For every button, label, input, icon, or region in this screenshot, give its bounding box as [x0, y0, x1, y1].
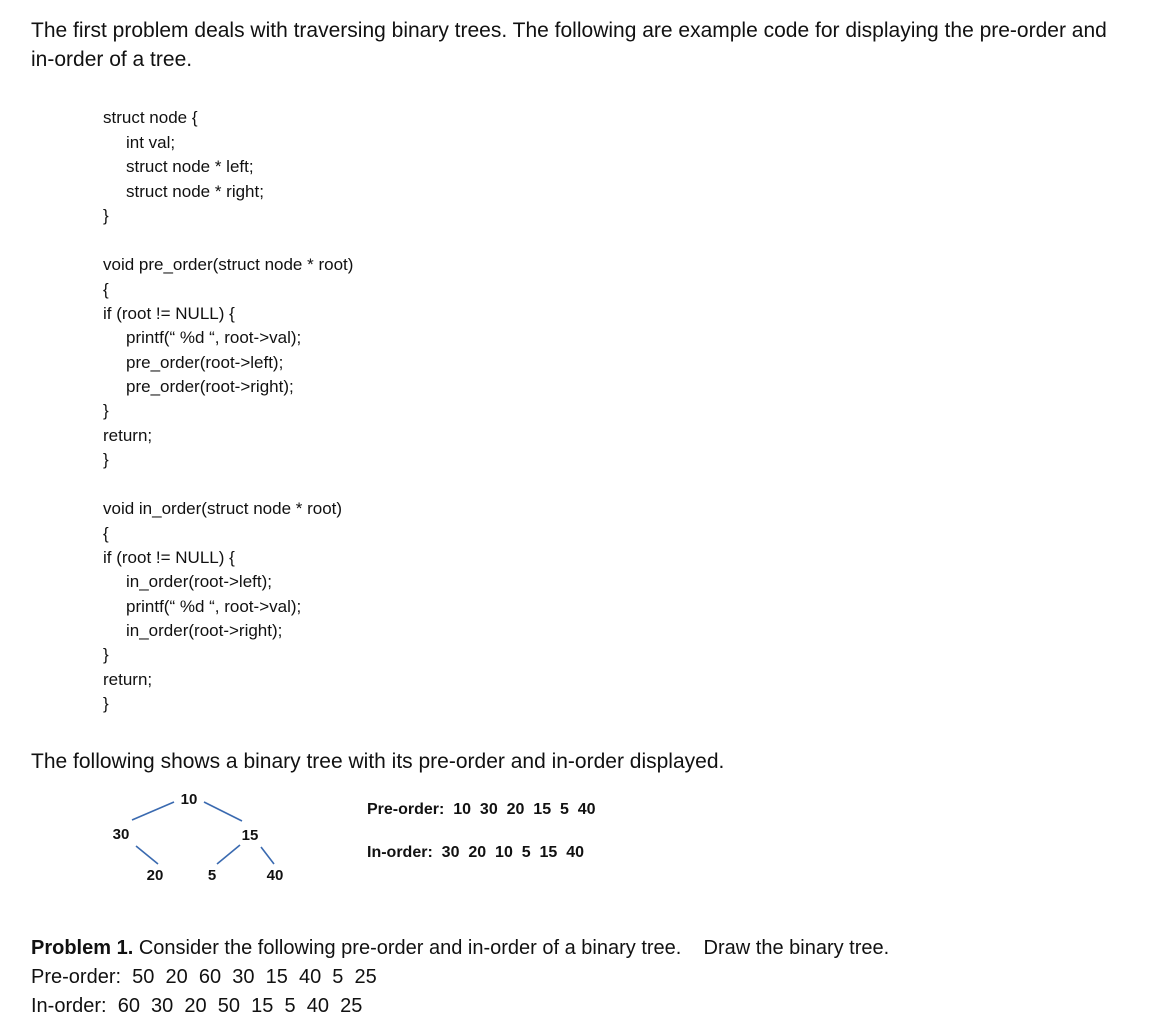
example-inorder: In-order: 30 20 10 5 15 40 — [367, 844, 584, 861]
code-line: printf(“ %d “, root->val); — [126, 597, 302, 616]
tree-node: 15 — [241, 827, 259, 844]
code-line: if (root != NULL) { — [103, 304, 235, 323]
problem-inorder: In-order: 60 30 20 50 15 5 40 25 — [31, 995, 363, 1017]
code-line: } — [103, 645, 109, 664]
tree-node: 20 — [146, 867, 164, 884]
code-line: pre_order(root->left); — [126, 353, 284, 372]
problem-title: Problem 1. — [31, 937, 134, 959]
code-line: } — [103, 450, 109, 469]
example-preorder: Pre-order: 10 30 20 15 5 40 — [367, 801, 596, 818]
tree-node: 40 — [266, 867, 284, 884]
tree-node: 10 — [180, 791, 198, 808]
tree-edge — [132, 802, 174, 820]
code-line: void in_order(struct node * root) — [103, 499, 343, 518]
tree-caption: The following shows a binary tree with its pre-order and in-order displayed. — [31, 750, 725, 773]
code-line: in_order(root->left); — [126, 572, 272, 591]
tree-edge — [204, 802, 242, 821]
code-line: } — [103, 694, 109, 713]
code-line: int val; — [126, 133, 176, 152]
tree-edge — [217, 845, 240, 864]
code-line: struct node * right; — [126, 182, 264, 201]
code-line: struct node * left; — [126, 157, 254, 176]
intro-paragraph: The first problem deals with traversing binary trees. The following are example code for displaying the pre-order and in-order of a tree. — [31, 19, 1107, 71]
code-line: { — [103, 280, 109, 299]
problem-1 — [31, 934, 889, 1021]
code-line: struct node { — [103, 108, 198, 127]
code-line: { — [103, 524, 109, 543]
code-line: } — [103, 401, 109, 420]
tree-node: 5 — [207, 867, 217, 884]
code-line: } — [103, 206, 109, 225]
problem-preorder: Pre-order: 50 20 60 30 15 40 5 25 — [31, 966, 377, 988]
code-line: in_order(root->right); — [126, 621, 283, 640]
code-line: return; — [103, 426, 153, 445]
code-line: printf(“ %d “, root->val); — [126, 328, 302, 347]
problem-text: Consider the following pre-order and in-order of a binary tree. Draw the binary tree. — [133, 937, 890, 959]
code-line: if (root != NULL) { — [103, 548, 235, 567]
code-line: return; — [103, 670, 153, 689]
code-line: pre_order(root->right); — [126, 377, 294, 396]
tree-edge — [261, 847, 274, 864]
code-line: void pre_order(struct node * root) — [103, 255, 354, 274]
tree-node: 30 — [112, 826, 130, 843]
tree-edge — [136, 846, 158, 864]
